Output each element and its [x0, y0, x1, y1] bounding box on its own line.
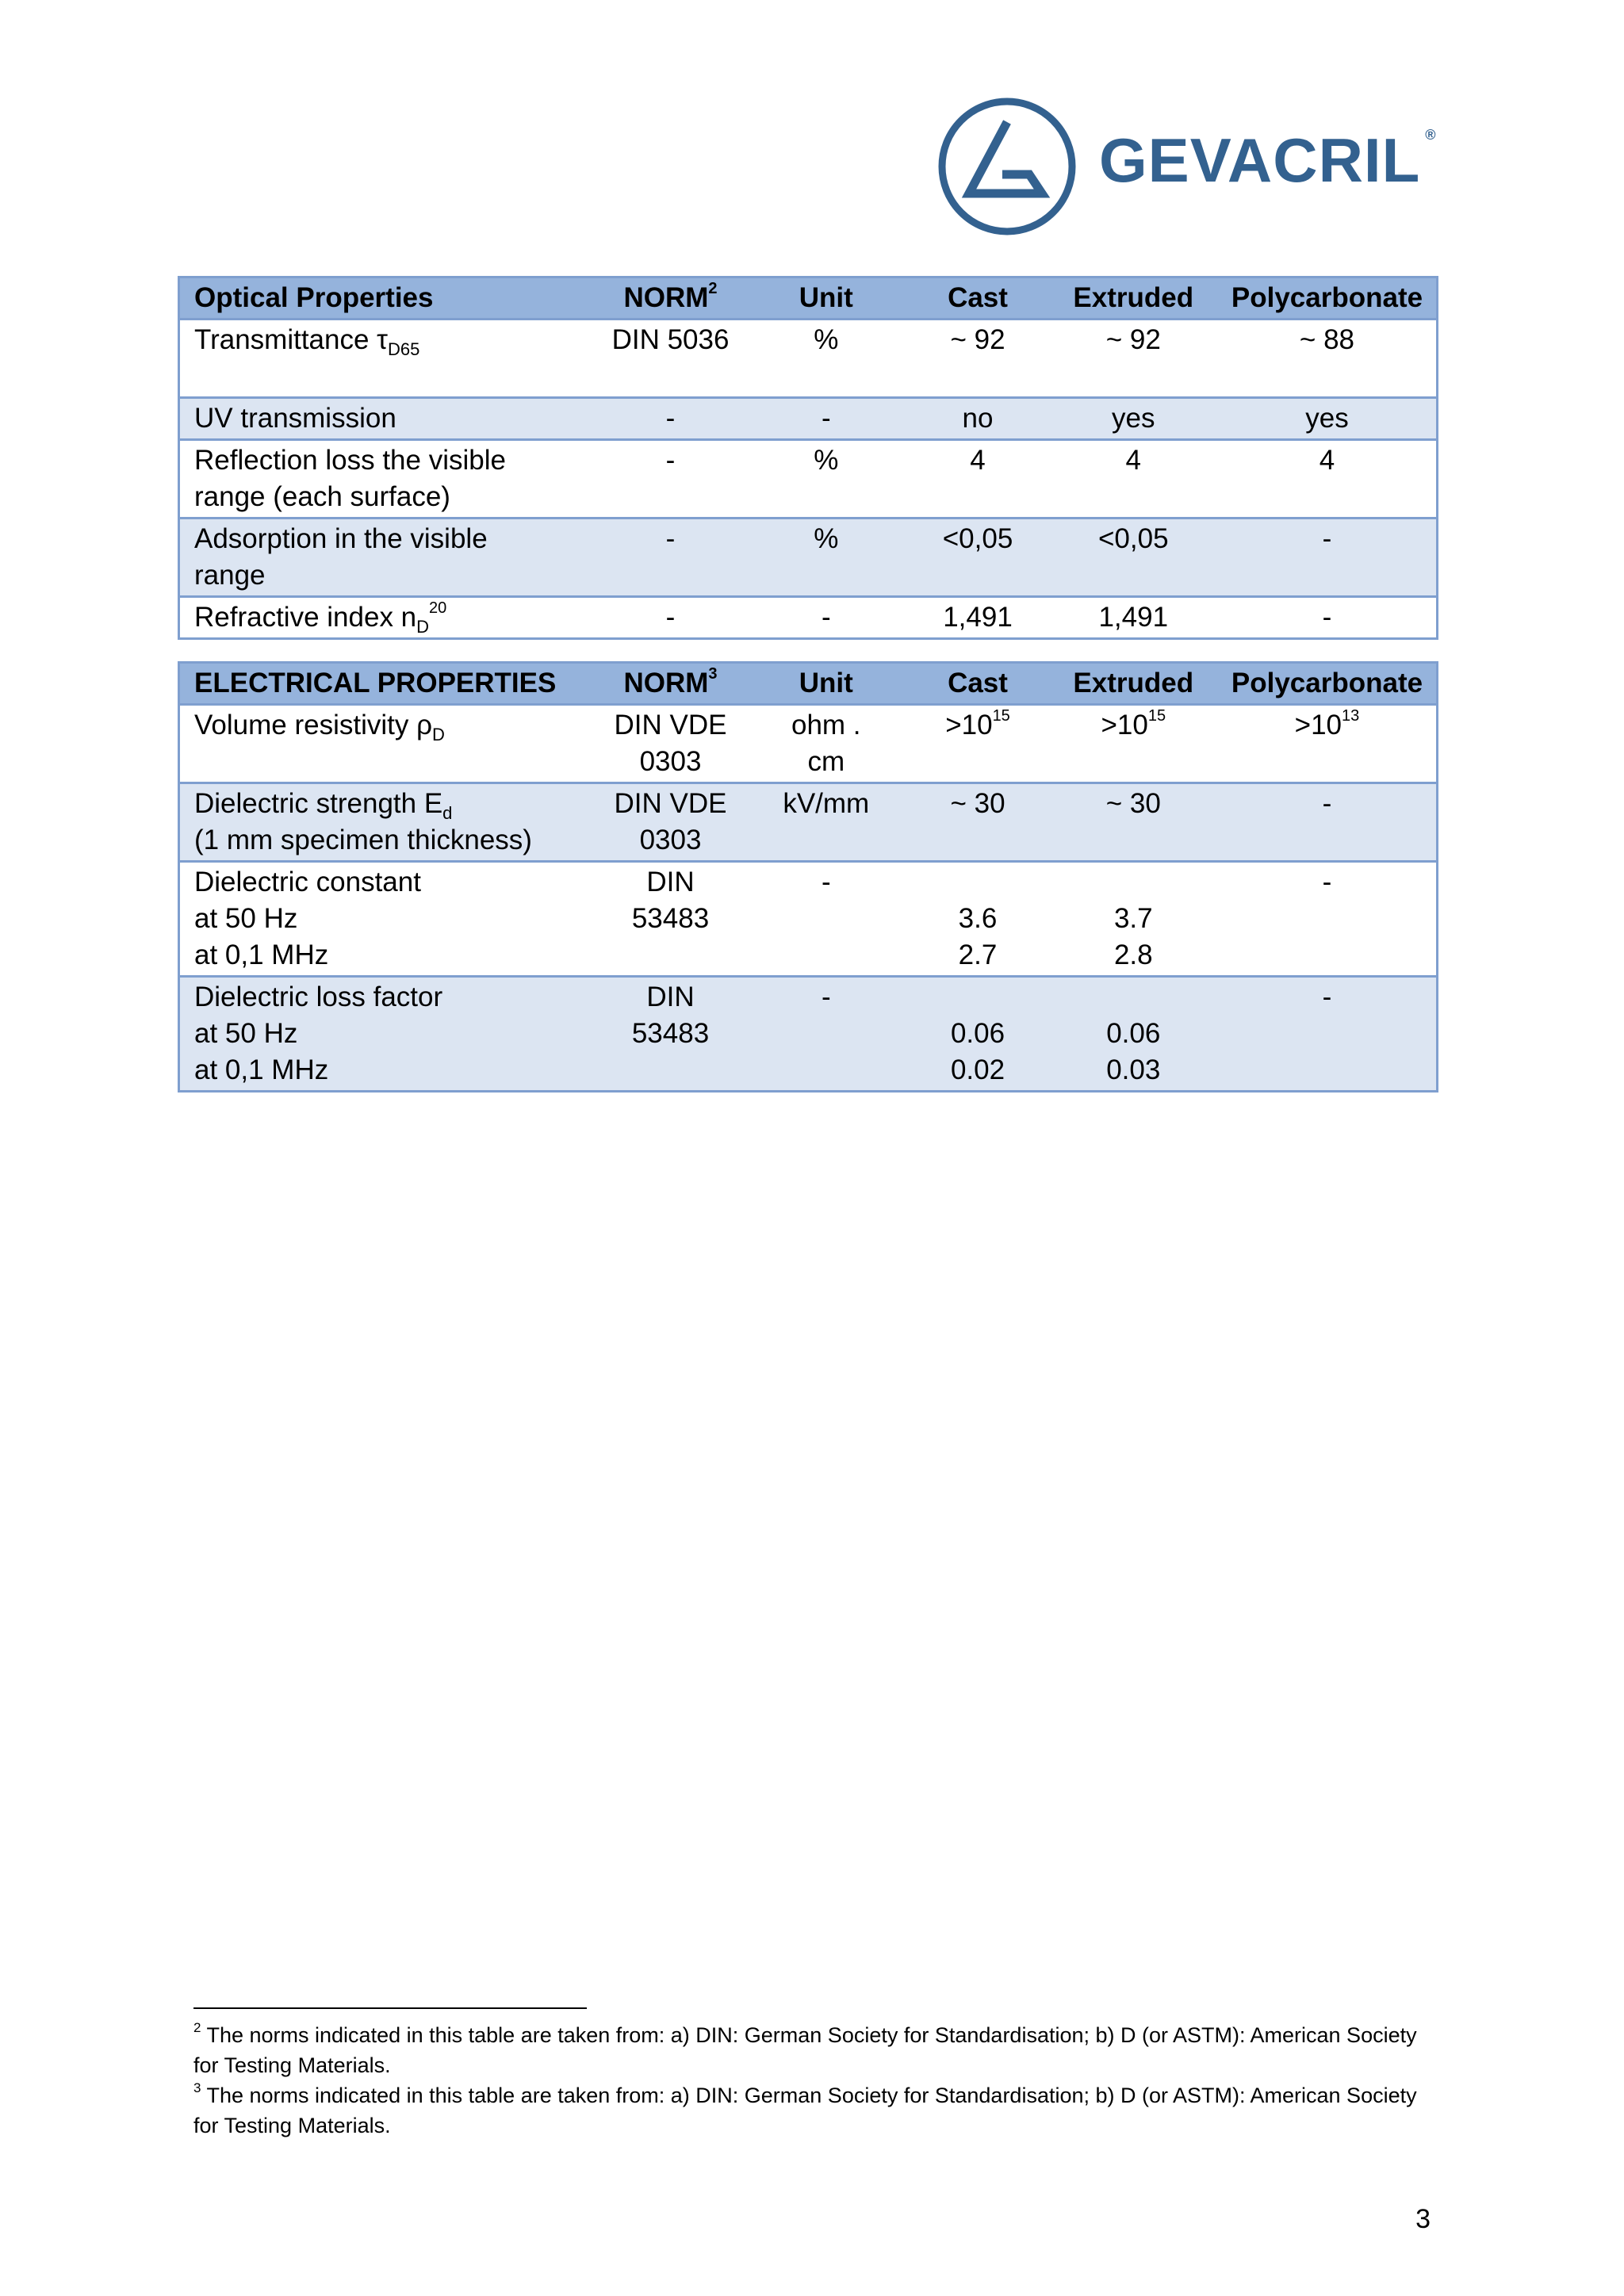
cell-cast: 3.6 2.7 [905, 862, 1048, 977]
cell-polycarbonate: - [1216, 862, 1438, 977]
row-label: Dielectric constant at 50 Hz at 0,1 MHz [179, 862, 594, 977]
cell-cast: no [905, 398, 1048, 440]
table-row [179, 862, 1438, 977]
cell-norm: DIN 53483 [594, 862, 745, 977]
footnote-3: $^3$ The norms indicated in this table are taken from: a) DIN: German Society for Standardisation; b) D (or ASTM): American Society for Testing Materials. [193, 2080, 1417, 2137]
cell-extruded: 3.7 2.8 [1049, 862, 1216, 977]
header-property: Optical Properties [179, 277, 594, 320]
cell-unit: kV/mm [745, 783, 905, 862]
cell-unit: % [745, 519, 905, 597]
table-row [179, 398, 1438, 440]
cell-norm: - [594, 597, 745, 639]
cell-unit: % [745, 440, 905, 519]
footnote-ref: 3 [708, 665, 718, 683]
cell-norm: - [594, 440, 745, 519]
cell-norm: - [594, 398, 745, 440]
footnote-2: $^2$ The norms indicated in this table are taken from: a) DIN: German Society for Standardisation; b) D (or ASTM): American Society for Testing Materials. [193, 2020, 1417, 2077]
row-label: Dielectric loss factor at 50 Hz at 0,1 MHz [179, 977, 594, 1092]
footnote-separator [193, 2007, 587, 2009]
cell-cast: 4 [905, 440, 1048, 519]
cell-polycarbonate: - [1216, 783, 1438, 862]
row-label: Reflection loss the visible range (each surface) [179, 440, 594, 519]
header-property: ELECTRICAL PROPERTIES [179, 663, 594, 705]
cell-cast: 1,491 [905, 597, 1048, 639]
header-extruded: Extruded [1049, 663, 1216, 705]
optical-properties-table [178, 276, 1438, 640]
cell-norm: - [594, 519, 745, 597]
row-label: Transmittance $\tau_{D65}$ [179, 320, 594, 398]
cell-polycarbonate: - [1216, 977, 1438, 1092]
gevacril-logo [936, 95, 1436, 238]
cell-cast: $>10^{15}$ [905, 705, 1048, 783]
table-row [179, 705, 1438, 783]
cell-extruded: $>10^{15}$ [1049, 705, 1216, 783]
table-row [179, 783, 1438, 862]
header-norm: NORM$^3$ [594, 663, 745, 705]
header-norm: NORM$^2$ [594, 277, 745, 320]
row-label: Adsorption in the visible range [179, 519, 594, 597]
table-row [179, 519, 1438, 597]
row-label: Refractive index $n_D^{20}$ [179, 597, 594, 639]
header-unit: Unit [745, 277, 905, 320]
cell-extruded: 4 [1049, 440, 1216, 519]
header-cast: Cast [905, 663, 1048, 705]
cell-unit: - [745, 597, 905, 639]
header-polycarbonate: Polycarbonate [1216, 277, 1438, 320]
footnote-ref: 2 [708, 280, 718, 298]
cell-unit: - [745, 398, 905, 440]
header-extruded: Extruded [1049, 277, 1216, 320]
row-label: Volume resistivity $\rho_D$ [179, 705, 594, 783]
cell-unit: - [745, 977, 905, 1092]
cell-cast: ~ 92 [905, 320, 1048, 398]
cell-unit: ohm . cm [745, 705, 905, 783]
cell-polycarbonate: ~ 88 [1216, 320, 1438, 398]
cell-norm: DIN VDE 0303 [594, 705, 745, 783]
row-label: UV transmission [179, 398, 594, 440]
cell-extruded: <0,05 [1049, 519, 1216, 597]
cell-cast: ~ 30 [905, 783, 1048, 862]
cell-extruded: ~ 30 [1049, 783, 1216, 862]
cell-norm: DIN 5036 [594, 320, 745, 398]
row-label: Dielectric strength $E_d$ (1 mm specimen thickness) [179, 783, 594, 862]
cell-unit: % [745, 320, 905, 398]
cell-polycarbonate: - [1216, 519, 1438, 597]
table-header-row [179, 663, 1438, 705]
gevacril-logo-mark-icon [936, 95, 1078, 238]
cell-cast: 0.06 0.02 [905, 977, 1048, 1092]
cell-extruded: 1,491 [1049, 597, 1216, 639]
cell-extruded: 0.06 0.03 [1049, 977, 1216, 1092]
cell-norm: DIN 53483 [594, 977, 745, 1092]
table-row [179, 320, 1438, 398]
header-unit: Unit [745, 663, 905, 705]
cell-polycarbonate: yes [1216, 398, 1438, 440]
cell-cast: <0,05 [905, 519, 1048, 597]
electrical-properties-table [178, 661, 1438, 1093]
cell-norm: DIN VDE 0303 [594, 783, 745, 862]
page-number: 3 [1415, 2204, 1431, 2234]
header-cast: Cast [905, 277, 1048, 320]
footnotes [193, 2020, 1431, 2141]
logo-wordmark: GEVACRIL [1099, 124, 1421, 195]
table-row [179, 977, 1438, 1092]
table-header-row [179, 277, 1438, 320]
header-polycarbonate: Polycarbonate [1216, 663, 1438, 705]
registered-mark: ® [1425, 126, 1436, 143]
cell-polycarbonate: 4 [1216, 440, 1438, 519]
cell-unit: - [745, 862, 905, 977]
cell-extruded: ~ 92 [1049, 320, 1216, 398]
cell-extruded: yes [1049, 398, 1216, 440]
table-row [179, 440, 1438, 519]
table-row [179, 597, 1438, 639]
cell-polycarbonate: - [1216, 597, 1438, 639]
cell-polycarbonate: $>10^{13}$ [1216, 705, 1438, 783]
